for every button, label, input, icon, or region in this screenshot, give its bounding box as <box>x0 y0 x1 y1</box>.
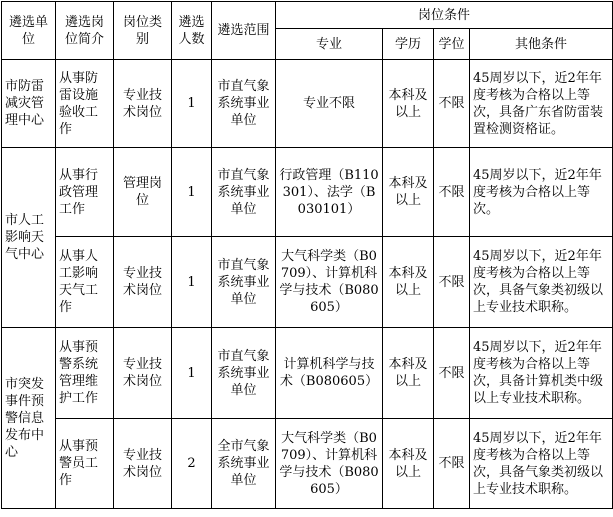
category-cell: 专业技术岗位 <box>114 60 172 148</box>
table-row <box>2 419 613 509</box>
degree-cell: 不限 <box>434 60 470 148</box>
intro-cell: 从事预警系统管理维护工作 <box>56 328 114 419</box>
header-major: 专业 <box>276 29 383 60</box>
intro-cell: 从事人工影响天气工作 <box>56 237 114 328</box>
count-cell: 1 <box>172 328 212 419</box>
other-cell: 45周岁以下，近2年年度考核为合格以上等次，具备气象类初级以上专业技术职称。 <box>470 419 613 509</box>
header-degree: 学位 <box>434 29 470 60</box>
degree-cell: 不限 <box>434 237 470 328</box>
table-row <box>2 237 613 328</box>
unit-cell: 市突发事件预警信息发布中心 <box>2 328 56 509</box>
education-cell: 本科及以上 <box>383 237 434 328</box>
count-cell: 2 <box>172 419 212 509</box>
other-cell: 45周岁以下，近2年年度考核为合格以上等次。 <box>470 148 613 237</box>
other-cell: 45周岁以下，近2年年度考核为合格以上等次，具备气象类初级以上专业技术职称。 <box>470 237 613 328</box>
header-count: 遴选人数 <box>172 2 212 60</box>
unit-cell: 市防雷减灾管理中心 <box>2 60 56 148</box>
major-cell: 计算机科学与技术（B080605） <box>276 328 383 419</box>
header-scope: 遴选范围 <box>212 2 276 60</box>
position-table <box>1 1 613 509</box>
table-row <box>2 328 613 419</box>
education-cell: 本科及以上 <box>383 328 434 419</box>
scope-cell: 市直气象系统事业单位 <box>212 60 276 148</box>
intro-cell: 从事行政管理工作 <box>56 148 114 237</box>
scope-cell: 全市气象系统事业单位 <box>212 419 276 509</box>
scope-cell: 市直气象系统事业单位 <box>212 237 276 328</box>
category-cell: 专业技术岗位 <box>114 328 172 419</box>
header-intro: 遴选岗位简介 <box>56 2 114 60</box>
scope-cell: 市直气象系统事业单位 <box>212 148 276 237</box>
count-cell: 1 <box>172 237 212 328</box>
category-cell: 专业技术岗位 <box>114 419 172 509</box>
unit-cell: 市人工影响天气中心 <box>2 148 56 328</box>
scope-cell: 市直气象系统事业单位 <box>212 328 276 419</box>
table-row <box>2 148 613 237</box>
table-row <box>2 60 613 148</box>
count-cell: 1 <box>172 148 212 237</box>
intro-cell: 从事预警员工作 <box>56 419 114 509</box>
header-unit: 遴选单位 <box>2 2 56 60</box>
other-cell: 45周岁以下，近2年年度考核为合格以上等次，具备广东省防雷装置检测资格证。 <box>470 60 613 148</box>
degree-cell: 不限 <box>434 328 470 419</box>
category-cell: 专业技术岗位 <box>114 237 172 328</box>
count-cell: 1 <box>172 60 212 148</box>
category-cell: 管理岗位 <box>114 148 172 237</box>
header-conditions: 岗位条件 <box>276 2 613 29</box>
major-cell: 专业不限 <box>276 60 383 148</box>
degree-cell: 不限 <box>434 148 470 237</box>
education-cell: 本科及以上 <box>383 60 434 148</box>
major-cell: 大气科学类（B0709）、计算机科学与技术（B080605） <box>276 419 383 509</box>
header-other: 其他条件 <box>470 29 613 60</box>
major-cell: 大气科学类（B0709）、计算机科学与技术（B080605） <box>276 237 383 328</box>
header-category: 岗位类别 <box>114 2 172 60</box>
major-cell: 行政管理（B110301）、法学（B030101） <box>276 148 383 237</box>
intro-cell: 从事防雷设施验收工作 <box>56 60 114 148</box>
header-education: 学历 <box>383 29 434 60</box>
degree-cell: 不限 <box>434 419 470 509</box>
education-cell: 本科及以上 <box>383 419 434 509</box>
other-cell: 45周岁以下，近2年年度考核为合格以上等次，具备计算机类中级以上专业技术职称。 <box>470 328 613 419</box>
education-cell: 本科及以上 <box>383 148 434 237</box>
